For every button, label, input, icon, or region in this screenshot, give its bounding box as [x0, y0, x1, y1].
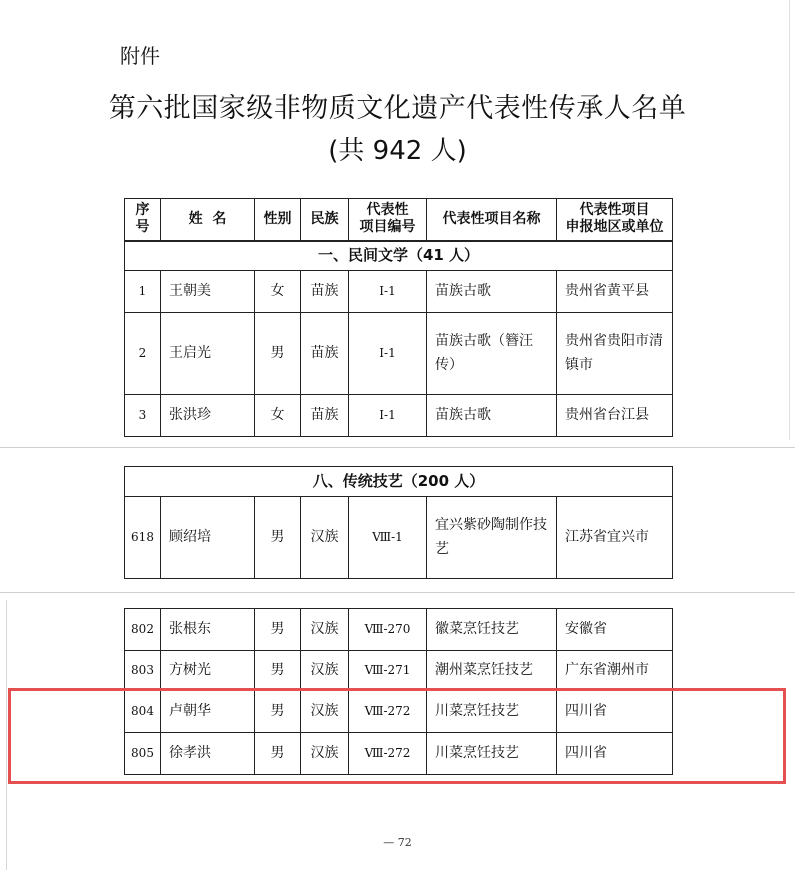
cell-unit: 广东省潮州市 — [557, 651, 673, 691]
column-header-gender: 性别 — [255, 199, 301, 241]
section-title: 八、传统技艺（200 人） — [125, 467, 673, 497]
cell-unit: 江苏省宜兴市 — [557, 497, 673, 579]
cell-ethnicity: 苗族 — [301, 271, 349, 313]
table-row — [125, 609, 673, 651]
cell-code: Ⅰ-1 — [349, 313, 427, 395]
column-header-unit-line2: 申报地区或单位 — [565, 219, 664, 236]
cell-gender: 男 — [255, 313, 301, 395]
attachment-label: 附件 — [120, 44, 160, 68]
cell-ethnicity: 汉族 — [301, 609, 349, 651]
cell-code: Ⅷ-1 — [349, 497, 427, 579]
cell-gender: 男 — [255, 609, 301, 651]
cell-project: 苗族古歌 — [427, 271, 557, 313]
cell-name: 王朝美 — [161, 271, 255, 313]
column-header-unit-line1: 代表性项目 — [579, 201, 650, 218]
inheritors-table-part-1 — [124, 198, 673, 437]
cell-name: 方树光 — [161, 651, 255, 691]
column-header-code-line2: 项目编号 — [359, 219, 416, 236]
cell-project: 苗族古歌 — [427, 395, 557, 437]
column-header-ethnicity: 民族 — [301, 199, 349, 241]
cell-project: 宜兴紫砂陶制作技艺 — [427, 497, 557, 579]
cell-seq: 803 — [125, 651, 161, 691]
page-title: 第六批国家级非物质文化遗产代表性传承人名单 — [108, 93, 687, 124]
column-header-code — [349, 199, 427, 241]
cell-gender: 男 — [255, 691, 301, 733]
cell-name: 卢朝华 — [161, 691, 255, 733]
table-row — [125, 313, 673, 395]
column-header-code-line1: 代表性 — [366, 201, 409, 218]
cell-ethnicity: 汉族 — [301, 733, 349, 775]
column-header-seq-line2: 号 — [135, 219, 150, 236]
cell-seq: 805 — [125, 733, 161, 775]
column-header-seq — [125, 199, 161, 241]
page-fold-divider — [0, 592, 795, 593]
cell-gender: 男 — [255, 497, 301, 579]
cell-name: 王启光 — [161, 313, 255, 395]
cell-project: 川菜烹饪技艺 — [427, 691, 557, 733]
cell-gender: 男 — [255, 733, 301, 775]
table-row — [125, 271, 673, 313]
cell-unit: 贵州省黄平县 — [557, 271, 673, 313]
highlight-box — [8, 688, 786, 784]
cell-seq: 1 — [125, 271, 161, 313]
cell-gender: 女 — [255, 271, 301, 313]
cell-code: Ⅰ-1 — [349, 271, 427, 313]
cell-unit: 四川省 — [557, 733, 673, 775]
cell-code: Ⅷ-271 — [349, 651, 427, 691]
cell-unit: 四川省 — [557, 691, 673, 733]
inheritors-table-part-2 — [124, 466, 673, 579]
section-row — [125, 241, 673, 271]
cell-seq: 804 — [125, 691, 161, 733]
page-subtitle: (共 942 人) — [328, 136, 467, 166]
cell-seq: 2 — [125, 313, 161, 395]
column-header-unit — [557, 199, 673, 241]
cell-seq: 3 — [125, 395, 161, 437]
cell-project: 徽菜烹饪技艺 — [427, 609, 557, 651]
table-row — [125, 651, 673, 691]
cell-name: 顾绍培 — [161, 497, 255, 579]
cell-unit: 安徽省 — [557, 609, 673, 651]
cell-seq: 802 — [125, 609, 161, 651]
cell-seq: 618 — [125, 497, 161, 579]
page-number: — 72 — [383, 836, 412, 849]
cell-name: 张根东 — [161, 609, 255, 651]
page-fold-divider — [0, 447, 795, 448]
cell-gender: 男 — [255, 651, 301, 691]
cell-project: 川菜烹饪技艺 — [427, 733, 557, 775]
section-title: 一、民间文学（41 人） — [125, 241, 673, 271]
table-row — [125, 497, 673, 579]
cell-code: Ⅰ-1 — [349, 395, 427, 437]
cell-unit: 贵州省贵阳市清镇市 — [557, 313, 673, 395]
cell-ethnicity: 汉族 — [301, 691, 349, 733]
section-row — [125, 467, 673, 497]
column-header-project: 代表性项目名称 — [427, 199, 557, 241]
cell-ethnicity: 汉族 — [301, 651, 349, 691]
cell-project: 潮州菜烹饪技艺 — [427, 651, 557, 691]
table-header-row — [125, 199, 673, 241]
column-header-name: 姓 名 — [161, 199, 255, 241]
cell-ethnicity: 汉族 — [301, 497, 349, 579]
cell-gender: 女 — [255, 395, 301, 437]
column-header-seq-line1: 序 — [135, 201, 150, 218]
cell-name: 张洪珍 — [161, 395, 255, 437]
cell-code: Ⅷ-272 — [349, 733, 427, 775]
cell-ethnicity: 苗族 — [301, 395, 349, 437]
cell-code: Ⅷ-270 — [349, 609, 427, 651]
cell-ethnicity: 苗族 — [301, 313, 349, 395]
cell-name: 徐孝洪 — [161, 733, 255, 775]
cell-unit: 贵州省台江县 — [557, 395, 673, 437]
cell-project: 苗族古歌（簪汪传） — [427, 313, 557, 395]
table-row — [125, 395, 673, 437]
cell-code: Ⅷ-272 — [349, 691, 427, 733]
